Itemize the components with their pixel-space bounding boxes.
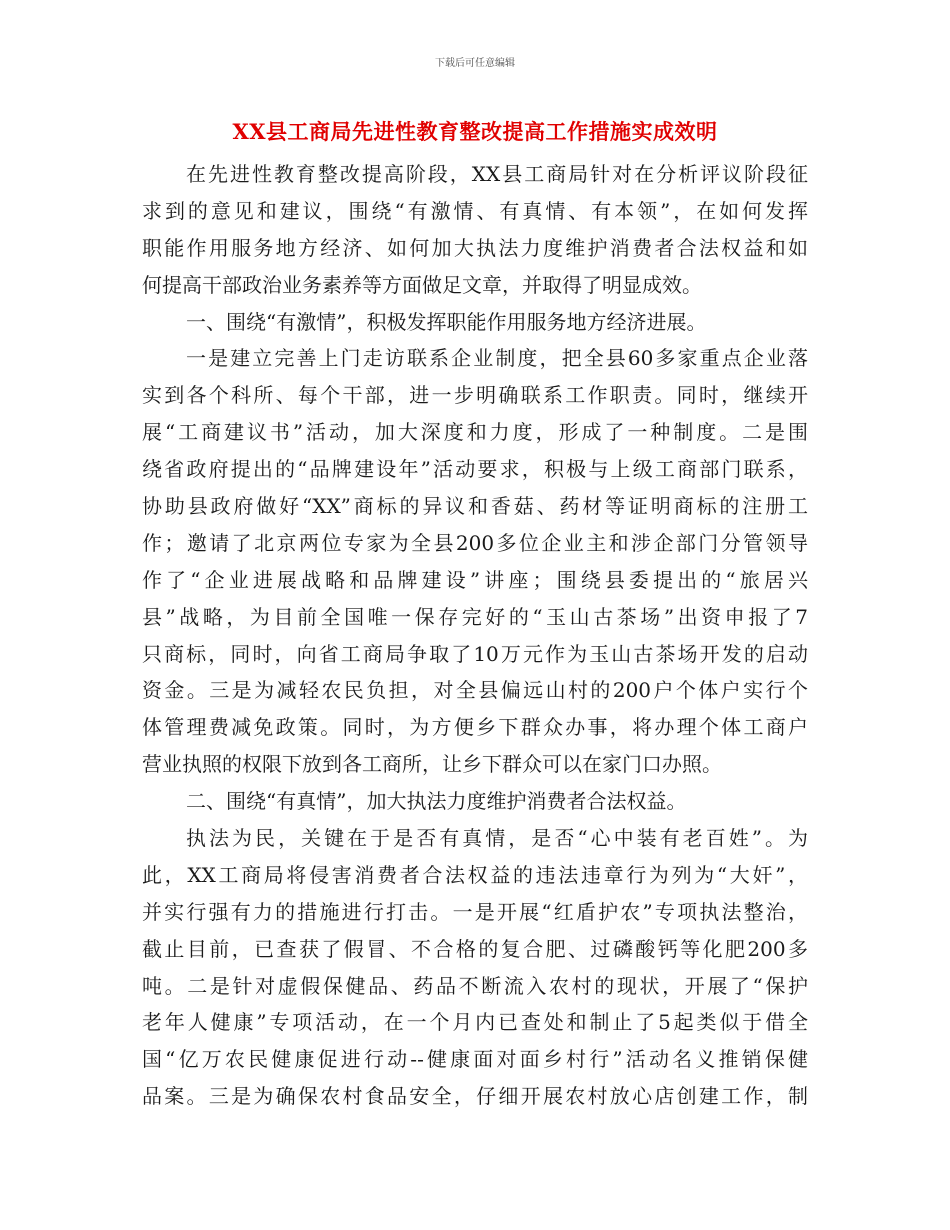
paragraph-line: 并实行强有力的措施进行打击。一是开展“红盾护农”专项执法整治，: [142, 899, 808, 924]
paragraph-line: 一是建立完善上门走访联系企业制度，把全县60多家重点企业落: [186, 346, 808, 371]
page-header: 下载后可任意编辑: [435, 58, 515, 69]
paragraph-line: 作；邀请了北京两位专家为全县200多位企业主和涉企部门分管领导: [142, 530, 808, 555]
paragraph-line: 作了“企业进展战略和品牌建设”讲座；围绕县委提出的“旅居兴: [142, 567, 808, 592]
paragraph-line: 协助县政府做好“XX”商标的异议和香菇、药材等证明商标的注册工: [142, 494, 808, 519]
paragraph-line: 实到各个科所、每个干部，进一步明确联系工作职责。同时，继续开: [142, 383, 808, 408]
paragraph-line: 绕省政府提出的“品牌建设年”活动要求，积极与上级工商部门联系，: [142, 457, 808, 482]
paragraph-line: 县”战略，为目前全国唯一保存完好的“玉山古茶场”出资申报了7: [142, 604, 808, 629]
paragraph-line: 品案。三是为确保农村食品安全，仔细开展农村放心店创建工作，制: [142, 1084, 808, 1109]
document-title: XX县工商局先进性教育整改提高工作措施实成效明: [232, 119, 718, 144]
paragraph-line: 体管理费减免政策。同时，为方便乡下群众办事，将办理个体工商户: [142, 715, 808, 740]
paragraph-line: 在先进性教育整改提高阶段，XX县工商局针对在分析评议阶段征: [186, 162, 808, 186]
paragraph-line: 吨。二是针对虚假保健品、药品不断流入农村的现状，开展了“保护: [142, 973, 808, 998]
section-heading: 一、围绕“有激情”，积极发挥职能作用服务地方经济进展。: [186, 309, 707, 334]
paragraph-line: 此，XX工商局将侵害消费者合法权益的违法违章行为列为“大奸”，: [142, 862, 808, 887]
paragraph-line: 职能作用服务地方经济、如何加大执法力度维护消费者合法权益和如: [142, 235, 808, 260]
paragraph-line: 展“工商建议书”活动，加大深度和力度，形成了一种制度。二是围: [142, 420, 808, 445]
document-body: [142, 156, 808, 1115]
paragraph-line: 执法为民，关键在于是否有真情，是否“心中装有老百姓”。为: [186, 826, 808, 851]
paragraph-line: 营业执照的权限下放到各工商所，让乡下群众可以在家门口办照。: [142, 752, 722, 777]
paragraph-line: 资金。三是为减轻农民负担，对全县偏远山村的200户个体户实行个: [142, 678, 808, 703]
paragraph-line: 只商标，同时，向省工商局争取了10万元作为玉山古茶场开发的启动: [142, 641, 808, 666]
paragraph-line: 老年人健康”专项活动，在一个月内已查处和制止了5起类似于借全: [142, 1010, 808, 1035]
paragraph-line: 截止目前，已查获了假冒、不合格的复合肥、过磷酸钙等化肥200多: [142, 936, 808, 961]
paragraph-line: 国“亿万农民健康促进行动--健康面对面乡村行”活动名义推销保健: [142, 1047, 808, 1072]
section-heading: 二、围绕“有真情”，加大执法力度维护消费者合法权益。: [186, 789, 687, 814]
paragraph-line: 何提高干部政治业务素养等方面做足文章，并取得了明显成效。: [142, 272, 702, 297]
paragraph-line: 求到的意见和建议，围绕“有激情、有真情、有本领”，在如何发挥: [142, 198, 808, 223]
